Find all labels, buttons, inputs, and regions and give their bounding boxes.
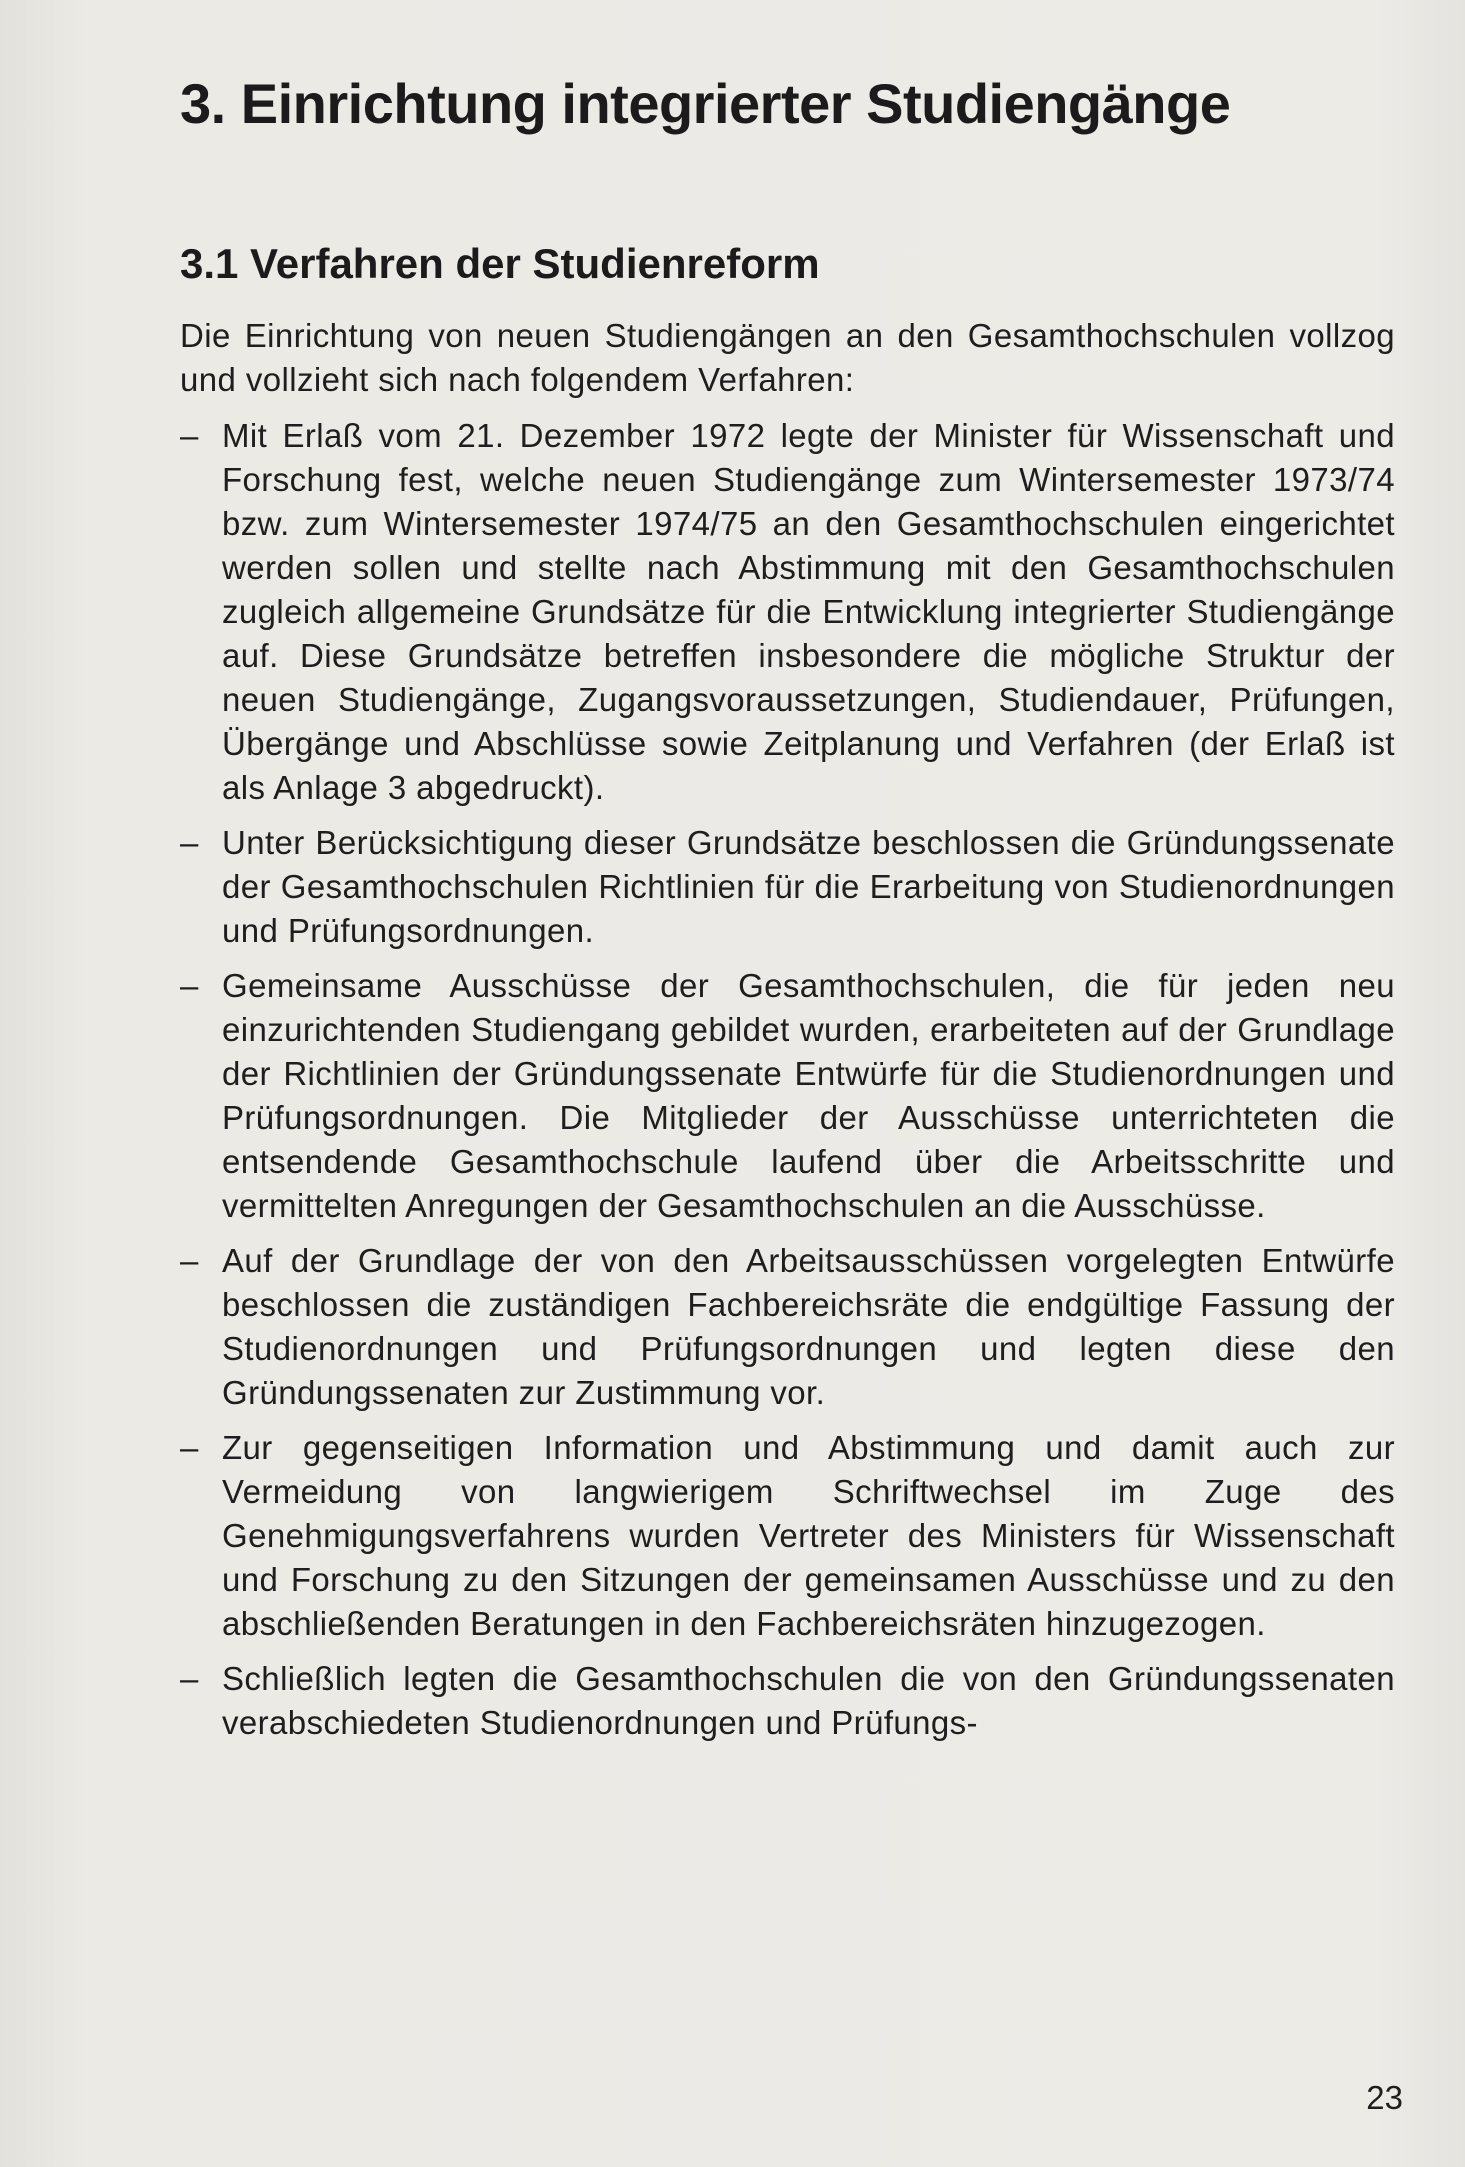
procedure-step-text: Gemeinsame Ausschüsse der Gesamthochschulen, die für jeden neu einzurichtenden Studiengang gebildet wurden, erarbeiteten auf der Grundlage der Richtlinien der Gründungssenate Entwürfe für die Studienordnungen und Prüfungsordnungen. Die Mitglieder der Ausschüsse unterrichteten die entsendende Gesamthochschule laufend über die Arbeitsschritte und vermittelten Anregungen der Gesamthochschulen an die Ausschüsse. [222,966,1395,1224]
list-dash: – [180,1428,199,1466]
procedure-step [180,1657,1395,1745]
chapter-title: 3. Einrichtung integrierter Studiengänge [180,72,1231,135]
procedure-step-text: Schließlich legten die Gesamthochschulen die von den Gründungssenaten verabschiedeten Studienordnungen und Prüfungs- [222,1659,1395,1741]
procedure-list [180,414,1395,1745]
procedure-step [180,821,1395,953]
list-dash: – [180,966,199,1004]
list-dash: – [180,416,199,454]
list-dash: – [180,1241,199,1279]
intro-paragraph: Die Einrichtung von neuen Studiengängen an den Gesamthochschulen vollzog und vollzieht sich nach folgendem Verfahren: [180,316,1395,398]
procedure-step [180,1426,1395,1646]
page-number: 23 [1366,2079,1403,2116]
list-dash: – [180,1659,199,1697]
list-dash: – [180,823,199,861]
procedure-step-text: Auf der Grundlage der von den Arbeitsausschüssen vorgelegten Entwürfe beschlossen die zuständigen Fachbereichsräte die endgültige Fassung der Studienordnungen und Prüfungsordnungen und legten diese den Gründungssenaten zur Zustimmung vor. [222,1241,1395,1411]
page-content [180,70,1395,1756]
procedure-step-text: Unter Berücksichtigung dieser Grundsätze beschlossen die Gründungssenate der Gesamthochschulen Richtlinien für die Erarbeitung von Studienordnungen und Prüfungsordnungen. [222,823,1395,949]
procedure-step-text: Mit Erlaß vom 21. Dezember 1972 legte der Minister für Wissenschaft und Forschung fest, welche neuen Studiengänge zum Wintersemester 1973/74 bzw. zum Wintersemester 1974/75 an den Gesamthochschulen eingerichtet werden sollen und stellte nach Abstimmung mit den Gesamthochschulen zugleich allgemeine Grundsätze für die Entwicklung integrierter Studiengänge auf. Diese Grundsätze betreffen insbesondere die mögliche Struktur der neuen Studiengänge, Zugangsvoraussetzungen, Studiendauer, Prüfungen, Übergänge und Abschlüsse sowie Zeitplanung und Verfahren (der Erlaß ist als Anlage 3 abgedruckt). [222,416,1395,806]
section-title: 3.1 Verfahren der Studienreform [180,240,820,288]
procedure-step-text: Zur gegenseitigen Information und Abstimmung und damit auch zur Vermeidung von langwierigem Schriftwechsel im Zuge des Genehmigungsverfahrens wurden Vertreter des Ministers für Wissenschaft und Forschung zu den Sitzungen der gemeinsamen Ausschüsse und zu den abschließenden Beratungen in den Fachbereichsräten hinzugezogen. [222,1428,1395,1642]
procedure-step [180,1239,1395,1415]
procedure-step [180,414,1395,810]
procedure-step [180,964,1395,1228]
